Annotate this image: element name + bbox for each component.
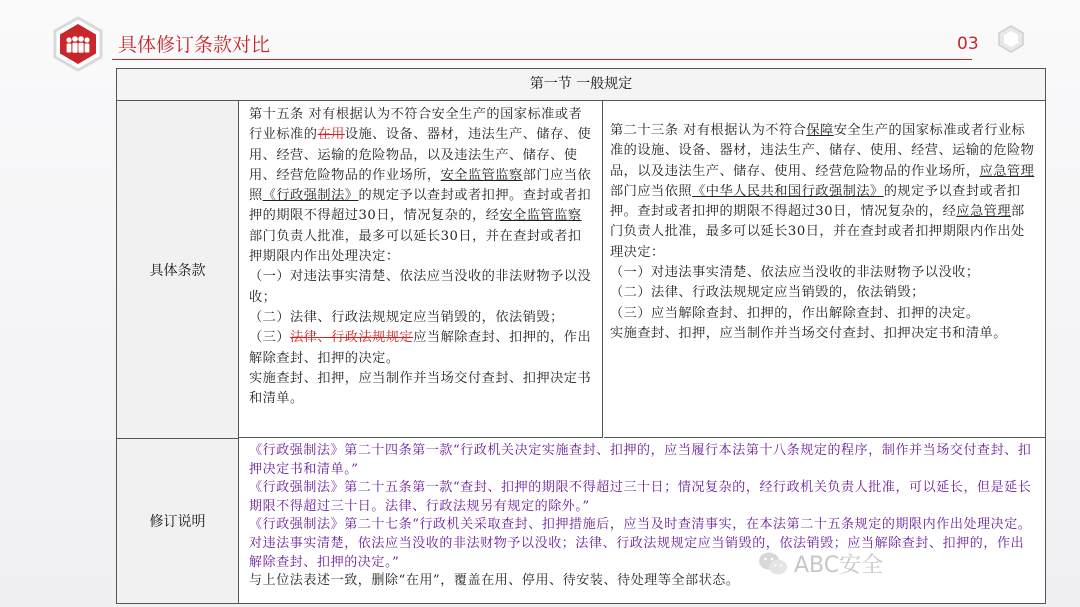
old-article-item: （二）法律、行政法规规定应当销毁的，依法销毁； <box>249 309 564 325</box>
team-logo-icon <box>50 16 106 72</box>
old-article-item <box>249 328 592 369</box>
text-run: 部门应当依照 <box>249 167 592 204</box>
text-run: 第十五条 对有根据认为不符合安全生产的国家标准或者行业标准的 <box>249 107 583 143</box>
slide-number: 03 <box>957 34 979 54</box>
deleted-text: 法律、行政法规规定 <box>290 330 414 346</box>
old-article-cell <box>239 101 603 438</box>
row-label-articles <box>117 101 239 439</box>
text-run: （三） <box>249 330 291 346</box>
new-article-paragraph <box>610 121 1037 263</box>
revised-text: 保障 <box>806 123 834 138</box>
text-run: 部门负责人批准，最多可以延长30日，并在查封或者扣押期限内作出处理决定： <box>610 204 1025 260</box>
deleted-text: 在用 <box>317 127 345 143</box>
comparison-table <box>116 68 1046 604</box>
note-summary: 与上位法表述一致，删除“在用”，覆盖在用、停用、待安装、待处理等全部状态。 <box>249 573 740 589</box>
old-article-item: 实施查封、扣押，应当制作并当场交付查封、扣押决定书和清单。 <box>249 370 592 407</box>
new-article-item: （三）应当解除查封、扣押的，作出解除查封、扣押的决定。 <box>610 305 980 321</box>
revised-text: 应急管理 <box>979 163 1035 179</box>
revised-text: 《行政强制法》 <box>262 188 359 204</box>
revised-text: 《中华人民共和国行政强制法》 <box>692 183 884 199</box>
title-divider <box>112 59 972 60</box>
revised-text: 安全监管监察 <box>499 208 582 224</box>
row-label-notes <box>117 439 239 603</box>
new-article-item: （二）法律、行政法规规定应当销毁的，依法销毁； <box>610 285 925 301</box>
text-run: 的规定予以查封或者扣押。查封或者扣押的期限不得超过30日，情况复杂的，经 <box>610 183 1021 220</box>
wechat-logo-icon <box>758 551 788 577</box>
new-article-item: （一）对违法事实清楚、依法应当没收的非法财物予以没收； <box>610 265 980 281</box>
text-run: 的规定予以查封或者扣押。查封或者扣押的期限不得超过30日，情况复杂的，经 <box>249 188 592 224</box>
text-run: 应当解除查封、扣押的，作出解除查封、扣押的决定。 <box>249 330 592 366</box>
watermark-text: ABC安全 <box>794 553 884 578</box>
text-run: 安全生产的国家标准或者行业标准的设施、设备、器材，违法生产、储存、使用、经营、运输的危险物品，以及违法生产、储存、使用、经营危险物品的作业场所， <box>610 123 1035 179</box>
old-article-paragraph <box>249 105 592 267</box>
text-run: 第二十三条 对有根据认为不符合 <box>610 123 807 138</box>
text-run: 部门负责人批准，最多可以延长30日，并在查封或者扣押期限内作出处理决定： <box>249 228 582 265</box>
note-paragraph: 《行政强制法》第二十七条“行政机关采取查封、扣押措施后，应当及时查清事实，在本法第二十五条规定的期限内作出处理决定。对违法事实清楚，依法应当没收的非法财物予以没收；法律、行政法规规定应当销毁的，依法销毁；应当解除查封、扣押的，作出解除查封、扣押的决定。” <box>249 517 1032 570</box>
revision-notes-cell <box>239 439 1045 603</box>
new-article-cell <box>604 101 1045 438</box>
row-label-text: 具体条款 <box>149 262 206 279</box>
old-article-item: （一）对违法事实清楚、依法应当没收的非法财物予以没收； <box>249 269 592 305</box>
new-article-item: 实施查封、扣押，应当制作并当场交付查封、扣押决定书和清单。 <box>610 325 1007 341</box>
row-label-text: 修订说明 <box>149 514 206 530</box>
text-run: 部门应当依照 <box>610 183 693 199</box>
watermark <box>758 548 883 579</box>
section-heading: 第一节 一般规定 <box>117 69 1045 101</box>
note-paragraph: 《行政强制法》第二十四条第一款“行政机关决定实施查封、扣押的，应当履行本法第十八条规定的程序，制作并当场交付查封、扣押决定书和清单。” <box>249 443 1032 477</box>
hexagon-decoration-icon <box>998 25 1024 53</box>
note-paragraph: 《行政强制法》第二十五条第一款“查封、扣押的期限不得超过三十日；情况复杂的，经行政机关负责人批准，可以延长，但是延长期限不得超过三十日。法律、行政法规另有规定的除外。” <box>249 480 1032 514</box>
revised-text: 应急管理 <box>956 204 1012 220</box>
text-run: 设施、设备、器材，违法生产、储存、使用、经营、运输的危险物品，以及违法生产、储存、使用、经营危险物品的作业场所， <box>249 127 592 183</box>
page-title: 具体修订条款对比 <box>118 34 271 56</box>
revised-text: 安全监管监察 <box>440 167 523 183</box>
